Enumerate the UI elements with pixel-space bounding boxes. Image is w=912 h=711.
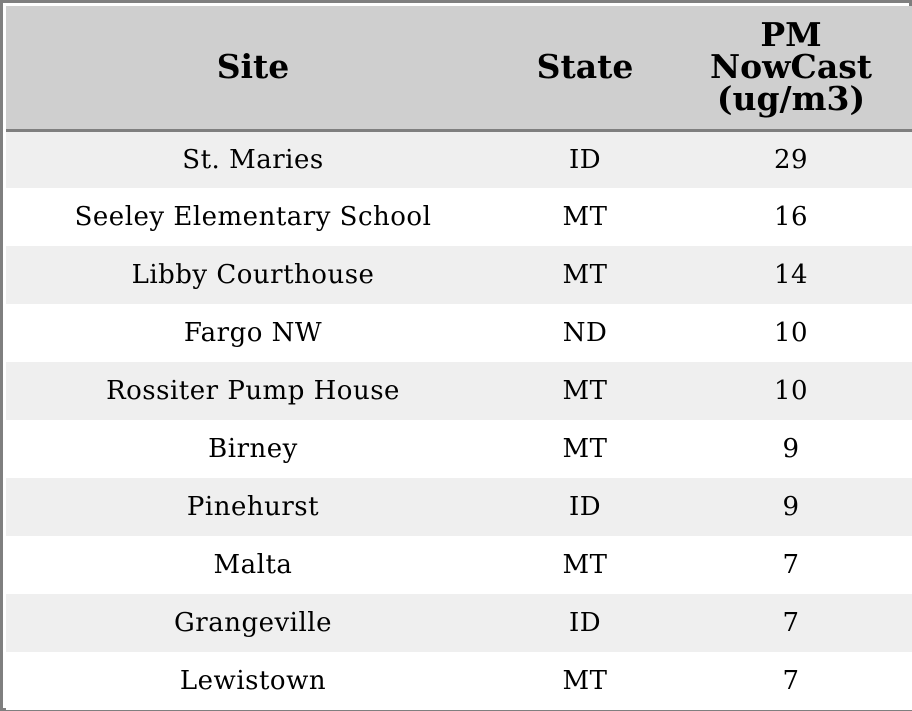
cell-site: Fargo NW <box>183 318 323 348</box>
table-header <box>6 6 912 130</box>
cell-site: Malta <box>213 550 293 580</box>
table-row <box>6 246 912 304</box>
cell-site: Lewistown <box>179 666 327 696</box>
cell-pm-value: 10 <box>773 318 809 348</box>
cell-state: MT <box>562 550 608 580</box>
table-body <box>6 130 912 710</box>
cell-pm-value: 29 <box>773 144 809 175</box>
cell-state: ID <box>568 492 602 522</box>
table-row <box>6 652 912 710</box>
cell-state: MT <box>562 202 608 232</box>
table-row <box>6 594 912 652</box>
cell-state: MT <box>562 666 608 696</box>
cell-state: MT <box>562 376 608 406</box>
cell-state: ID <box>568 144 602 175</box>
cell-site: Seeley Elementary School <box>74 202 432 232</box>
cell-pm-value: 9 <box>782 434 800 464</box>
header-pm-line-1: PM <box>760 15 822 55</box>
header-pm-nowcast <box>670 6 912 130</box>
cell-site: Pinehurst <box>186 492 320 522</box>
cell-state: ID <box>568 608 602 638</box>
table-row <box>6 478 912 536</box>
cell-site: Birney <box>208 434 298 464</box>
cell-state: MT <box>562 434 608 464</box>
cell-pm-value: 10 <box>773 376 809 406</box>
header-state: State <box>500 6 670 130</box>
table-row <box>6 420 912 478</box>
header-pm-line-3: (ug/m3) <box>716 79 866 119</box>
cell-site: Rossiter Pump House <box>106 376 400 406</box>
pm-nowcast-table <box>6 6 912 710</box>
table-row <box>6 536 912 594</box>
header-row <box>6 6 912 130</box>
header-site: Site <box>6 6 500 130</box>
cell-pm-value: 16 <box>773 202 809 232</box>
table-row <box>6 304 912 362</box>
cell-site: St. Maries <box>182 144 324 175</box>
cell-state: MT <box>562 260 608 290</box>
table-row <box>6 130 912 188</box>
cell-pm-value: 7 <box>782 550 800 580</box>
cell-pm-value: 7 <box>782 666 800 696</box>
cell-site: Grangeville <box>174 608 332 638</box>
cell-pm-value: 9 <box>782 492 800 522</box>
table-row <box>6 188 912 246</box>
cell-state: ND <box>562 318 608 348</box>
cell-pm-value: 7 <box>782 608 800 638</box>
cell-site: Libby Courthouse <box>131 260 375 290</box>
header-pm-line-2: NowCast <box>709 47 873 87</box>
cell-pm-value: 14 <box>773 260 809 290</box>
table-row <box>6 362 912 420</box>
